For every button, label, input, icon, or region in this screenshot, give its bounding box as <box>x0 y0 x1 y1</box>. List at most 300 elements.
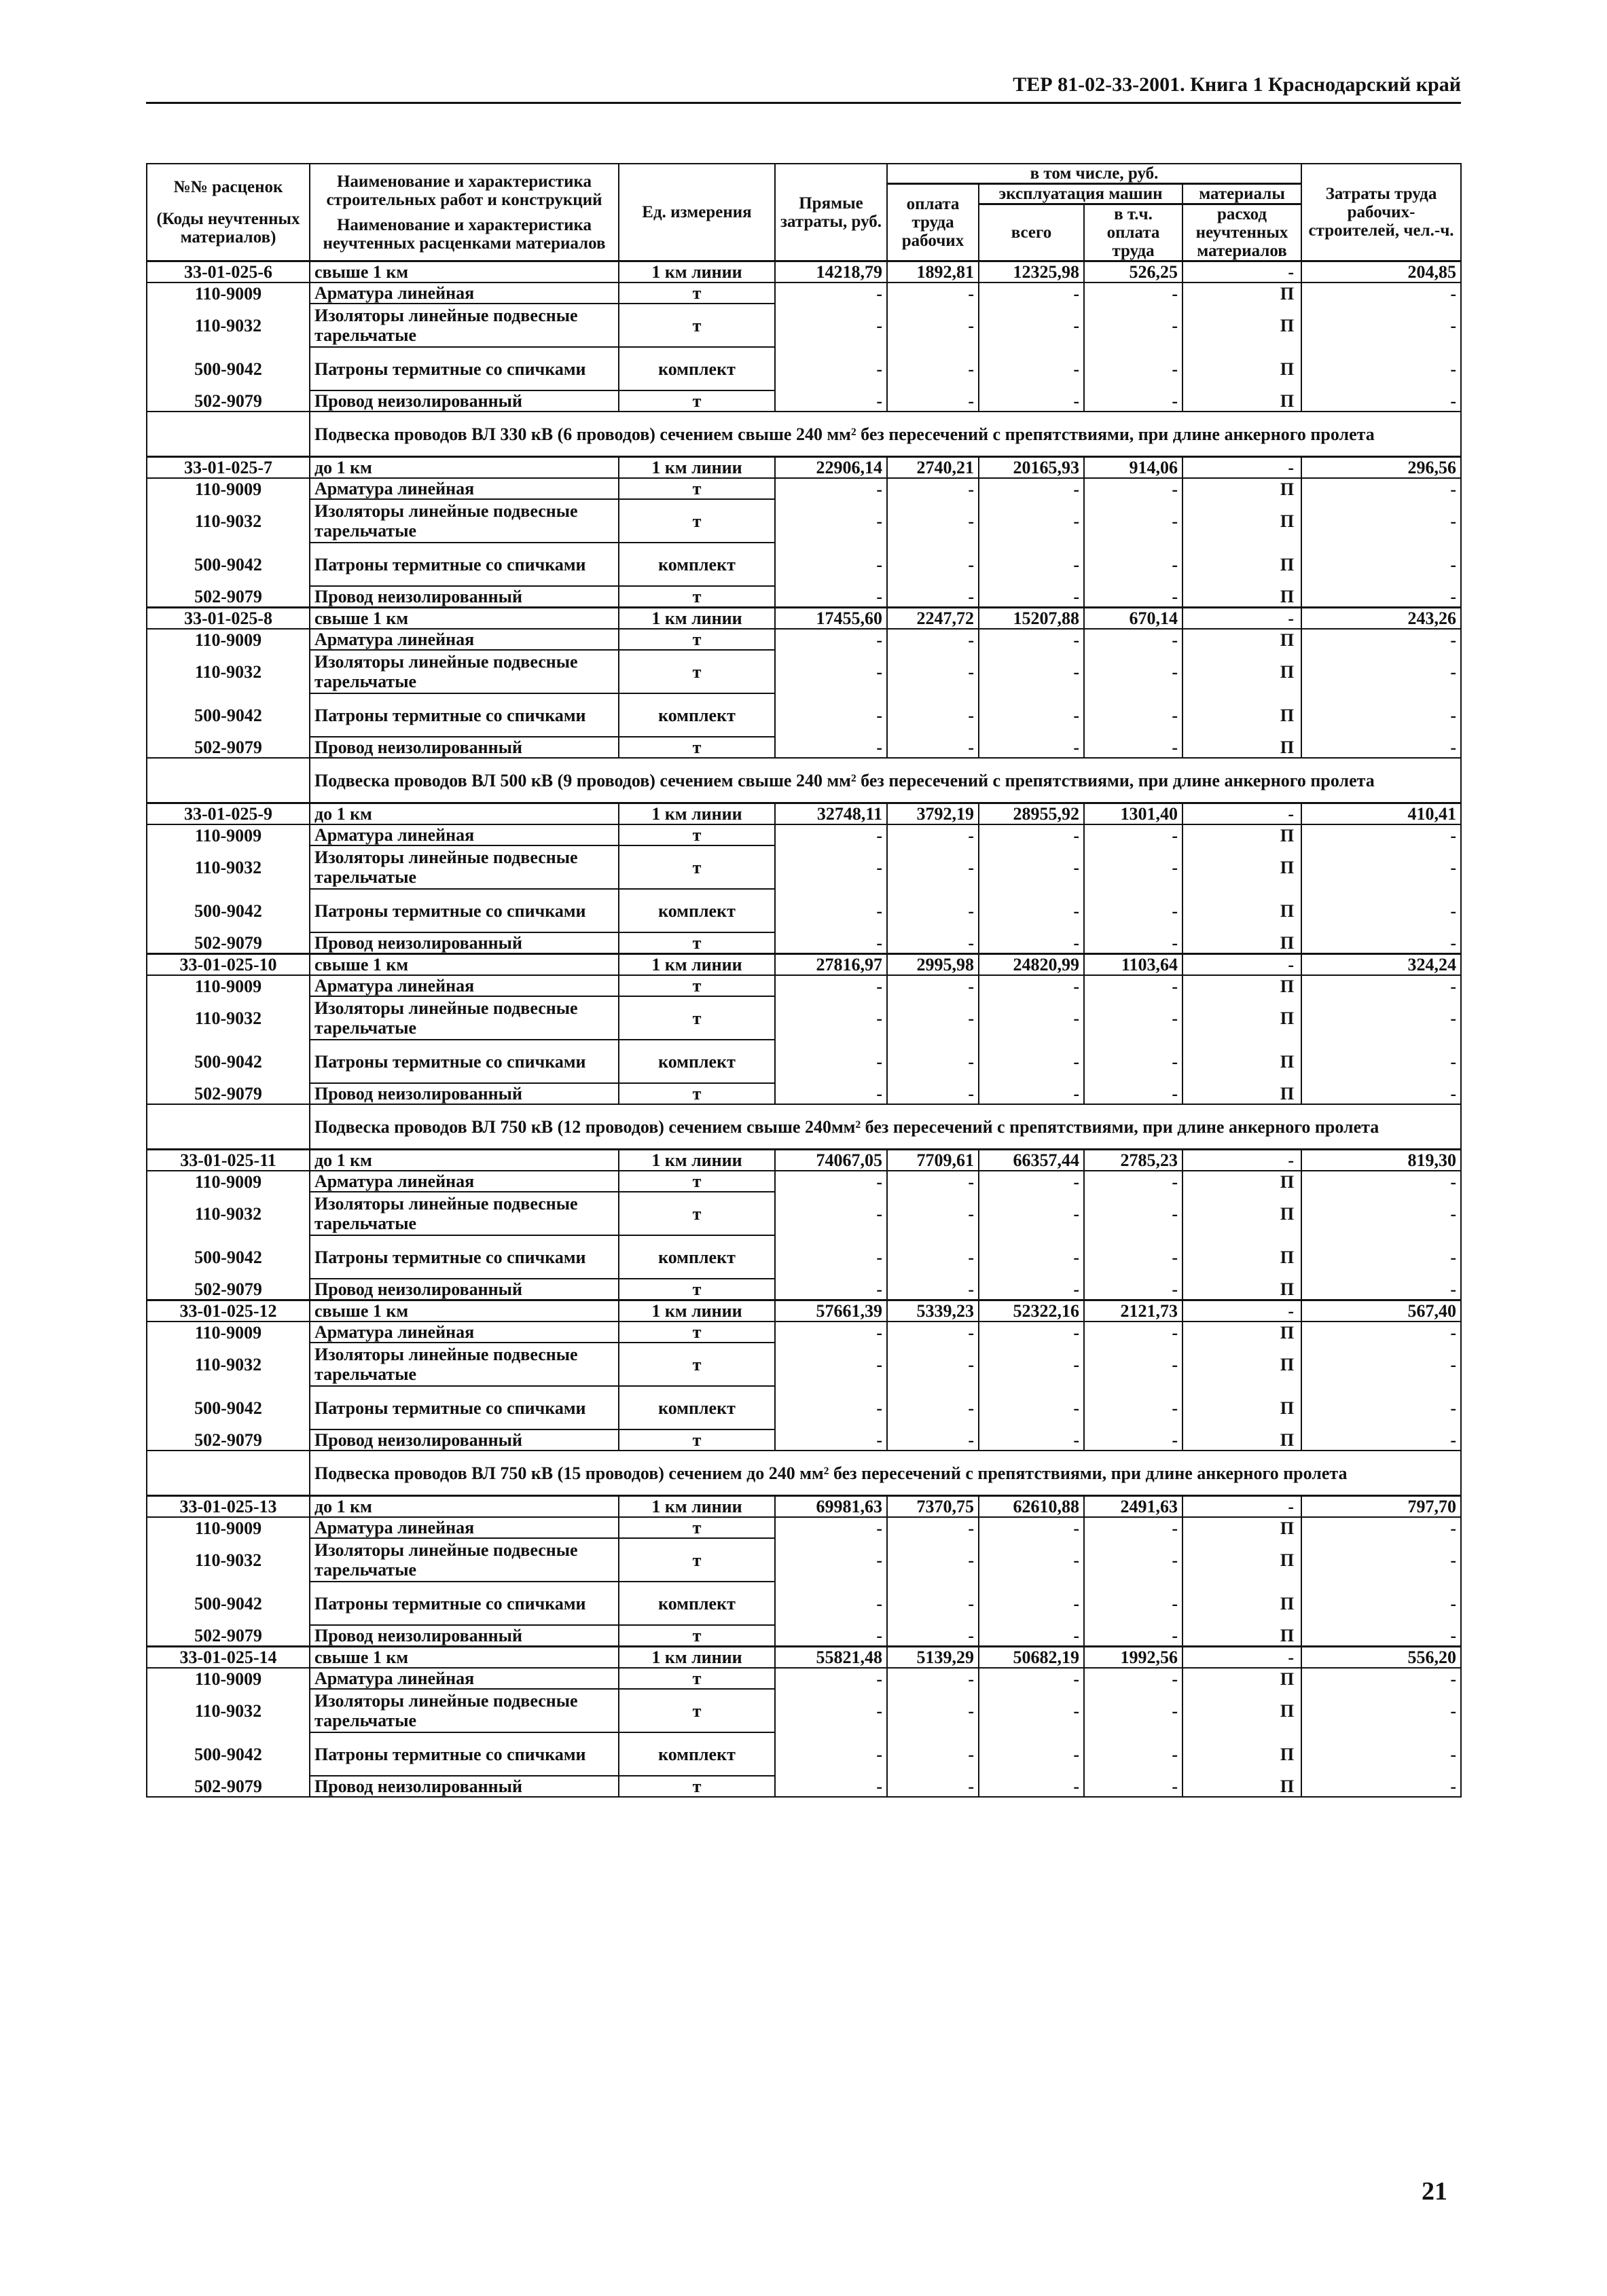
material-row <box>147 1192 1461 1235</box>
section-title: Подвеска проводов ВЛ 750 кВ (15 проводов) сечением до 240 мм² без пересечений с препятствиями, при длине анкерного пролета <box>310 1451 1461 1496</box>
section-title: Подвеска проводов ВЛ 330 кВ (6 проводов) сечением свыше 240 мм² без пересечений с препятствиями, при длине анкерного пролета <box>310 412 1461 457</box>
materials-cost: - <box>1182 1150 1301 1171</box>
rate-name: свыше 1 км <box>310 954 619 976</box>
machines-wages: 914,06 <box>1084 457 1182 479</box>
material-labor: - <box>1301 1776 1461 1797</box>
material-name: Арматура линейная <box>310 824 619 845</box>
material-name: Арматура линейная <box>310 1171 619 1192</box>
material-direct: - <box>775 975 887 996</box>
material-machines-total: - <box>979 1192 1084 1235</box>
material-wages: - <box>887 1538 979 1582</box>
material-name: Арматура линейная <box>310 1322 619 1343</box>
material-code: 110-9009 <box>147 478 310 499</box>
material-machines-wages: - <box>1084 1689 1182 1732</box>
material-labor: - <box>1301 478 1461 499</box>
material-wages: - <box>887 1689 979 1732</box>
material-row <box>147 1689 1461 1732</box>
material-machines-total: - <box>979 1689 1084 1732</box>
material-labor: - <box>1301 1171 1461 1192</box>
material-machines-total: - <box>979 1668 1084 1689</box>
material-flag: П <box>1182 824 1301 845</box>
material-flag: П <box>1182 347 1301 390</box>
material-machines-total: - <box>979 650 1084 693</box>
material-wages: - <box>887 1322 979 1343</box>
col-header-materials-sub: расход неучтенных материалов <box>1182 204 1301 261</box>
rate-row <box>147 1300 1461 1322</box>
rates-table <box>146 163 1462 1798</box>
material-unit: т <box>619 1538 775 1582</box>
material-machines-wages: - <box>1084 1343 1182 1386</box>
machines-total: 50682,19 <box>979 1647 1084 1669</box>
machines-wages: 2785,23 <box>1084 1150 1182 1171</box>
material-name: Патроны термитные со спичками <box>310 1235 619 1279</box>
material-machines-wages: - <box>1084 1279 1182 1300</box>
material-wages: - <box>887 1040 979 1083</box>
material-labor: - <box>1301 1582 1461 1625</box>
material-flag: П <box>1182 889 1301 932</box>
material-direct: - <box>775 1192 887 1235</box>
col-header-incl: в том числе, руб. <box>887 164 1301 184</box>
material-labor: - <box>1301 996 1461 1040</box>
material-unit: т <box>619 1689 775 1732</box>
materials-cost: - <box>1182 954 1301 976</box>
material-code: 502-9079 <box>147 1083 310 1104</box>
material-labor: - <box>1301 1517 1461 1538</box>
material-machines-total: - <box>979 889 1084 932</box>
material-unit: комплект <box>619 1386 775 1429</box>
col-header-machines-wages: в т.ч. оплата труда <box>1084 204 1182 261</box>
material-code: 110-9009 <box>147 975 310 996</box>
material-wages: - <box>887 1732 979 1776</box>
material-machines-wages: - <box>1084 845 1182 889</box>
material-row <box>147 737 1461 758</box>
materials-cost: - <box>1182 803 1301 825</box>
labor-cost: 243,26 <box>1301 608 1461 630</box>
material-labor: - <box>1301 586 1461 608</box>
material-direct: - <box>775 650 887 693</box>
material-code: 110-9032 <box>147 1689 310 1732</box>
material-code: 502-9079 <box>147 737 310 758</box>
material-machines-wages: - <box>1084 543 1182 586</box>
material-machines-total: - <box>979 845 1084 889</box>
labor-cost: 410,41 <box>1301 803 1461 825</box>
material-labor: - <box>1301 304 1461 347</box>
rate-code: 33-01-025-11 <box>147 1150 310 1171</box>
material-direct: - <box>775 1538 887 1582</box>
material-machines-wages: - <box>1084 737 1182 758</box>
direct-cost: 17455,60 <box>775 608 887 630</box>
material-direct: - <box>775 1322 887 1343</box>
rate-row <box>147 608 1461 630</box>
material-flag: П <box>1182 737 1301 758</box>
material-machines-wages: - <box>1084 1235 1182 1279</box>
col-header-machines: эксплуатация машин <box>979 184 1182 204</box>
material-machines-wages: - <box>1084 499 1182 543</box>
machines-total: 62610,88 <box>979 1496 1084 1518</box>
material-name: Изоляторы линейные подвесные тарельчатые <box>310 650 619 693</box>
material-row <box>147 1083 1461 1104</box>
material-labor: - <box>1301 390 1461 412</box>
material-code: 110-9009 <box>147 1517 310 1538</box>
material-wages: - <box>887 1343 979 1386</box>
material-name: Изоляторы линейные подвесные тарельчатые <box>310 1343 619 1386</box>
rate-row <box>147 1647 1461 1669</box>
material-unit: т <box>619 1668 775 1689</box>
direct-cost: 69981,63 <box>775 1496 887 1518</box>
material-machines-wages: - <box>1084 1582 1182 1625</box>
material-flag: П <box>1182 1192 1301 1235</box>
material-labor: - <box>1301 1668 1461 1689</box>
machines-total: 52322,16 <box>979 1300 1084 1322</box>
material-machines-total: - <box>979 629 1084 650</box>
machines-total: 66357,44 <box>979 1150 1084 1171</box>
material-flag: П <box>1182 693 1301 737</box>
machines-total: 24820,99 <box>979 954 1084 976</box>
material-code: 110-9032 <box>147 845 310 889</box>
material-direct: - <box>775 1343 887 1386</box>
material-machines-wages: - <box>1084 1171 1182 1192</box>
wages-cost: 5339,23 <box>887 1300 979 1322</box>
material-unit: т <box>619 390 775 412</box>
wages-cost: 2995,98 <box>887 954 979 976</box>
material-machines-total: - <box>979 824 1084 845</box>
material-machines-wages: - <box>1084 1517 1182 1538</box>
material-row <box>147 1668 1461 1689</box>
material-labor: - <box>1301 932 1461 954</box>
material-machines-total: - <box>979 1279 1084 1300</box>
material-code: 110-9009 <box>147 1171 310 1192</box>
material-code: 500-9042 <box>147 1732 310 1776</box>
material-machines-wages: - <box>1084 1083 1182 1104</box>
rate-unit: 1 км линии <box>619 261 775 283</box>
material-machines-total: - <box>979 586 1084 608</box>
col-header-name <box>310 164 619 261</box>
material-code: 110-9032 <box>147 499 310 543</box>
material-machines-wages: - <box>1084 650 1182 693</box>
material-name: Провод неизолированный <box>310 586 619 608</box>
material-labor: - <box>1301 1279 1461 1300</box>
material-flag: П <box>1182 1040 1301 1083</box>
material-row <box>147 304 1461 347</box>
material-direct: - <box>775 824 887 845</box>
material-unit: т <box>619 1083 775 1104</box>
section-empty-cell <box>147 1451 310 1496</box>
material-unit: т <box>619 1625 775 1647</box>
material-unit: т <box>619 1776 775 1797</box>
material-name: Патроны термитные со спичками <box>310 889 619 932</box>
material-wages: - <box>887 1386 979 1429</box>
col-header-materials: материалы <box>1182 184 1301 204</box>
material-flag: П <box>1182 1582 1301 1625</box>
material-flag: П <box>1182 1625 1301 1647</box>
material-machines-wages: - <box>1084 347 1182 390</box>
material-machines-total: - <box>979 478 1084 499</box>
material-name: Патроны термитные со спичками <box>310 1582 619 1625</box>
material-unit: комплект <box>619 1732 775 1776</box>
material-wages: - <box>887 347 979 390</box>
rate-row <box>147 457 1461 479</box>
material-row <box>147 932 1461 954</box>
material-direct: - <box>775 693 887 737</box>
material-code: 110-9032 <box>147 650 310 693</box>
material-unit: т <box>619 824 775 845</box>
rate-code: 33-01-025-14 <box>147 1647 310 1669</box>
material-name: Изоляторы линейные подвесные тарельчатые <box>310 1538 619 1582</box>
material-row <box>147 1235 1461 1279</box>
material-code: 502-9079 <box>147 390 310 412</box>
material-unit: комплект <box>619 1040 775 1083</box>
material-labor: - <box>1301 693 1461 737</box>
material-flag: П <box>1182 1279 1301 1300</box>
material-flag: П <box>1182 1386 1301 1429</box>
material-direct: - <box>775 478 887 499</box>
material-row <box>147 889 1461 932</box>
material-machines-wages: - <box>1084 1776 1182 1797</box>
material-direct: - <box>775 1517 887 1538</box>
material-labor: - <box>1301 737 1461 758</box>
material-name: Арматура линейная <box>310 629 619 650</box>
material-machines-wages: - <box>1084 889 1182 932</box>
material-code: 500-9042 <box>147 543 310 586</box>
machines-wages: 526,25 <box>1084 261 1182 283</box>
material-row <box>147 499 1461 543</box>
material-flag: П <box>1182 390 1301 412</box>
material-machines-total: - <box>979 543 1084 586</box>
material-wages: - <box>887 1192 979 1235</box>
material-name: Провод неизолированный <box>310 1625 619 1647</box>
material-labor: - <box>1301 1689 1461 1732</box>
running-header: ТЕР 81-02-33-2001. Книга 1 Краснодарский край <box>1013 73 1461 96</box>
header-rule <box>146 102 1461 104</box>
material-direct: - <box>775 1279 887 1300</box>
material-code: 110-9032 <box>147 1538 310 1582</box>
material-machines-wages: - <box>1084 1386 1182 1429</box>
material-code: 500-9042 <box>147 1582 310 1625</box>
material-unit: т <box>619 650 775 693</box>
material-direct: - <box>775 996 887 1040</box>
material-labor: - <box>1301 283 1461 304</box>
material-row <box>147 975 1461 996</box>
material-direct: - <box>775 1083 887 1104</box>
material-row <box>147 1517 1461 1538</box>
material-name: Изоляторы линейные подвесные тарельчатые <box>310 304 619 347</box>
material-flag: П <box>1182 996 1301 1040</box>
material-unit: т <box>619 1171 775 1192</box>
material-row <box>147 650 1461 693</box>
material-unit: т <box>619 304 775 347</box>
rate-unit: 1 км линии <box>619 608 775 630</box>
material-wages: - <box>887 1668 979 1689</box>
material-name: Патроны термитные со спичками <box>310 347 619 390</box>
material-machines-wages: - <box>1084 283 1182 304</box>
material-unit: комплект <box>619 693 775 737</box>
material-flag: П <box>1182 1429 1301 1451</box>
material-row <box>147 1040 1461 1083</box>
material-machines-wages: - <box>1084 996 1182 1040</box>
material-name: Провод неизолированный <box>310 1083 619 1104</box>
material-machines-total: - <box>979 737 1084 758</box>
rate-unit: 1 км линии <box>619 1300 775 1322</box>
material-direct: - <box>775 304 887 347</box>
materials-cost: - <box>1182 1496 1301 1518</box>
rate-unit: 1 км линии <box>619 954 775 976</box>
material-row <box>147 347 1461 390</box>
rate-name: свыше 1 км <box>310 261 619 283</box>
material-direct: - <box>775 283 887 304</box>
material-row <box>147 1171 1461 1192</box>
material-wages: - <box>887 1279 979 1300</box>
material-labor: - <box>1301 1386 1461 1429</box>
section-empty-cell <box>147 412 310 457</box>
material-flag: П <box>1182 1732 1301 1776</box>
material-name: Провод неизолированный <box>310 932 619 954</box>
rate-code: 33-01-025-13 <box>147 1496 310 1518</box>
material-machines-total: - <box>979 932 1084 954</box>
material-direct: - <box>775 932 887 954</box>
material-machines-wages: - <box>1084 1322 1182 1343</box>
material-row <box>147 478 1461 499</box>
material-labor: - <box>1301 1083 1461 1104</box>
material-wages: - <box>887 996 979 1040</box>
material-name: Провод неизолированный <box>310 1776 619 1797</box>
material-direct: - <box>775 543 887 586</box>
material-name: Изоляторы линейные подвесные тарельчатые <box>310 1689 619 1732</box>
material-machines-total: - <box>979 1171 1084 1192</box>
material-flag: П <box>1182 629 1301 650</box>
rate-name: до 1 км <box>310 1496 619 1518</box>
wages-cost: 5139,29 <box>887 1647 979 1669</box>
material-wages: - <box>887 1235 979 1279</box>
material-row <box>147 1582 1461 1625</box>
material-name: Провод неизолированный <box>310 1429 619 1451</box>
material-unit: т <box>619 1343 775 1386</box>
material-labor: - <box>1301 1322 1461 1343</box>
col-header-unit: Ед. измерения <box>619 164 775 261</box>
material-code: 110-9009 <box>147 283 310 304</box>
material-name: Арматура линейная <box>310 1668 619 1689</box>
material-unit: т <box>619 1322 775 1343</box>
col-header-name-sub: Наименование и характеристика неучтенных расценками материалов <box>323 215 606 253</box>
material-flag: П <box>1182 1235 1301 1279</box>
material-labor: - <box>1301 543 1461 586</box>
material-machines-total: - <box>979 975 1084 996</box>
direct-cost: 55821,48 <box>775 1647 887 1669</box>
direct-cost: 32748,11 <box>775 803 887 825</box>
rate-name: свыше 1 км <box>310 608 619 630</box>
material-wages: - <box>887 283 979 304</box>
material-labor: - <box>1301 1040 1461 1083</box>
material-machines-wages: - <box>1084 478 1182 499</box>
rate-code: 33-01-025-9 <box>147 803 310 825</box>
material-machines-wages: - <box>1084 1732 1182 1776</box>
material-machines-total: - <box>979 304 1084 347</box>
material-flag: П <box>1182 304 1301 347</box>
rate-unit: 1 км линии <box>619 803 775 825</box>
labor-cost: 556,20 <box>1301 1647 1461 1669</box>
material-machines-total: - <box>979 1538 1084 1582</box>
material-wages: - <box>887 975 979 996</box>
material-code: 500-9042 <box>147 693 310 737</box>
material-machines-wages: - <box>1084 975 1182 996</box>
material-direct: - <box>775 1582 887 1625</box>
material-flag: П <box>1182 478 1301 499</box>
material-code: 500-9042 <box>147 1386 310 1429</box>
material-labor: - <box>1301 889 1461 932</box>
material-row <box>147 1386 1461 1429</box>
material-machines-total: - <box>979 499 1084 543</box>
material-machines-total: - <box>979 1776 1084 1797</box>
rate-name: свыше 1 км <box>310 1300 619 1322</box>
material-code: 502-9079 <box>147 932 310 954</box>
material-code: 502-9079 <box>147 1429 310 1451</box>
material-labor: - <box>1301 629 1461 650</box>
material-wages: - <box>887 1171 979 1192</box>
labor-cost: 567,40 <box>1301 1300 1461 1322</box>
material-unit: комплект <box>619 889 775 932</box>
material-row <box>147 1776 1461 1797</box>
material-unit: т <box>619 996 775 1040</box>
labor-cost: 797,70 <box>1301 1496 1461 1518</box>
material-unit: комплект <box>619 1235 775 1279</box>
material-labor: - <box>1301 845 1461 889</box>
material-wages: - <box>887 629 979 650</box>
col-header-wages: оплата труда рабочих <box>887 184 979 261</box>
material-row <box>147 845 1461 889</box>
material-machines-total: - <box>979 1322 1084 1343</box>
material-row <box>147 629 1461 650</box>
materials-cost: - <box>1182 261 1301 283</box>
material-name: Арматура линейная <box>310 478 619 499</box>
material-unit: комплект <box>619 543 775 586</box>
rate-row <box>147 1150 1461 1171</box>
material-code: 502-9079 <box>147 1279 310 1300</box>
material-flag: П <box>1182 1343 1301 1386</box>
material-wages: - <box>887 737 979 758</box>
col-header-direct: Прямые затраты, руб. <box>775 164 887 261</box>
material-flag: П <box>1182 932 1301 954</box>
wages-cost: 1892,81 <box>887 261 979 283</box>
rate-row <box>147 803 1461 825</box>
material-labor: - <box>1301 650 1461 693</box>
material-flag: П <box>1182 1668 1301 1689</box>
labor-cost: 324,24 <box>1301 954 1461 976</box>
material-machines-wages: - <box>1084 1538 1182 1582</box>
wages-cost: 7370,75 <box>887 1496 979 1518</box>
material-unit: т <box>619 283 775 304</box>
wages-cost: 7709,61 <box>887 1150 979 1171</box>
materials-cost: - <box>1182 608 1301 630</box>
material-code: 110-9032 <box>147 304 310 347</box>
material-name: Арматура линейная <box>310 283 619 304</box>
material-unit: комплект <box>619 1582 775 1625</box>
material-wages: - <box>887 1582 979 1625</box>
material-unit: т <box>619 586 775 608</box>
material-row <box>147 390 1461 412</box>
material-direct: - <box>775 1429 887 1451</box>
material-direct: - <box>775 347 887 390</box>
material-row <box>147 1343 1461 1386</box>
material-unit: т <box>619 1192 775 1235</box>
material-labor: - <box>1301 1343 1461 1386</box>
material-name: Патроны термитные со спичками <box>310 693 619 737</box>
labor-cost: 296,56 <box>1301 457 1461 479</box>
material-row <box>147 283 1461 304</box>
material-direct: - <box>775 586 887 608</box>
material-code: 110-9032 <box>147 1192 310 1235</box>
rate-row <box>147 1496 1461 1518</box>
col-header-labor: Затраты труда рабочих-строителей, чел.-ч. <box>1301 164 1461 261</box>
material-wages: - <box>887 889 979 932</box>
